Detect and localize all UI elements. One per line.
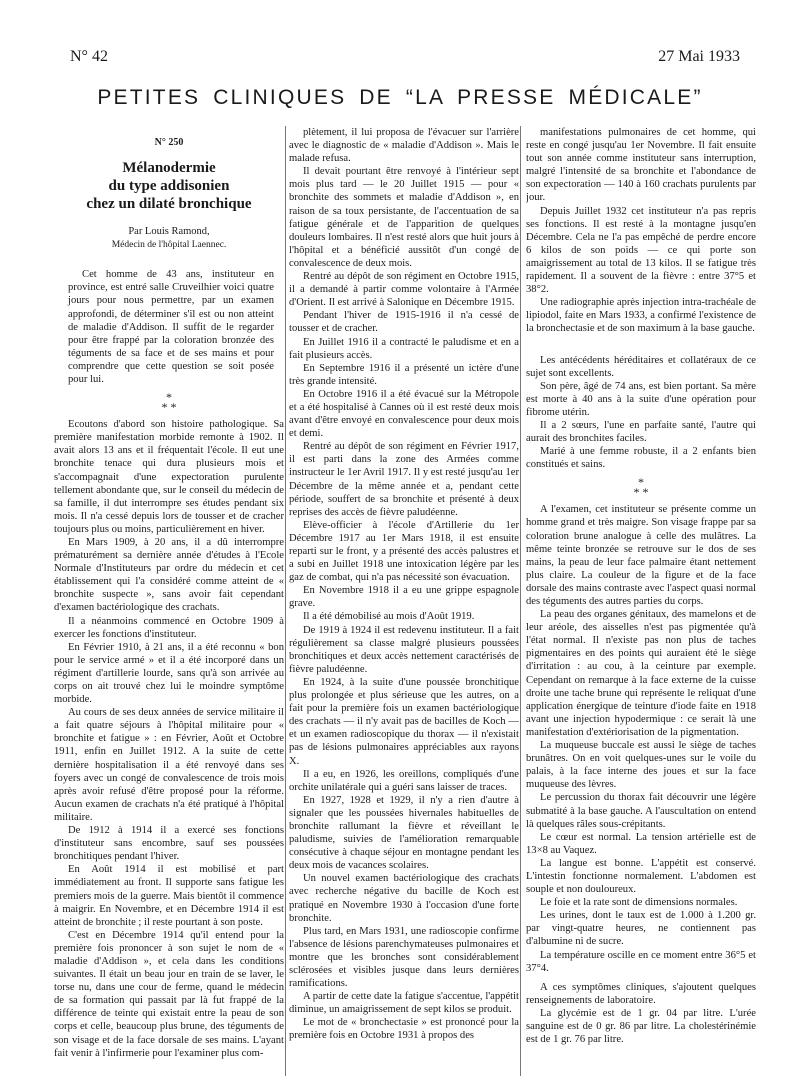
title-line: du type addisonien (108, 178, 230, 195)
page-header (70, 48, 740, 72)
paragraph: De 1919 à 1924 il est redevenu instituteur. Il a fait régulièrement sa classe malgré plusieurs poussées bronchitiques et deux accès nettement caractérisés de fièvre paludéenne. (289, 624, 519, 675)
paragraph: Plus tard, en Mars 1931, une radioscopie confirme l'absence de lésions parenchymateuses pulmonaires et montre que les bronches sont considérablement sclérosées et visibles jusque dans leurs dernières ramifications. (289, 925, 519, 990)
paragraph: En Novembre 1918 il a eu une grippe espagnole grave. (289, 585, 519, 610)
paragraph: A partir de cette date la fatigue s'accentue, l'appétit diminue, un amaigrissement de sept kilos se produit. (289, 991, 519, 1016)
column-1-body (54, 418, 284, 1060)
author: Par Louis Ramond, (128, 226, 210, 238)
masthead: PETITES CLINIQUES DE “LA PRESSE MÉDICALE” (97, 86, 703, 109)
paragraph: Depuis Juillet 1932 cet instituteur n'a pas repris ses fonctions. Il est resté à la montagne jusqu'en Décembre. Cela ne l'a pas empêché de perdre encore 6 kilos de son poids — ce qui porte son amaigrissement au total de 13 kilos. Il se fatigue très rapidement. Il a souvent de la fièvre : entre 37°5 et 38°2. (526, 205, 756, 296)
article-columns (54, 126, 754, 1076)
title-line: Mélanodermie (122, 160, 216, 177)
affiliation: Médecin de l'hôpital Laennec. (111, 240, 227, 251)
paragraph: Il a été démobilisé au mois d'Août 1919. (303, 611, 475, 623)
paragraph: En Septembre 1916 il a présenté un ictère d'une très grande intensité. (289, 362, 519, 387)
paragraph: En 1927, 1928 et 1929, il n'y a rien d'autre à signaler que les poussées hivernales habituelles de bronchite rallumant la fièvre et réveillant le paludisme, suivies de l'amélioration remarquable consécutive à chaque séjour en montagne pendant les deux mois de vacances scolaires. (289, 794, 519, 872)
paragraph: Le foie et la rate sont de dimensions normales. (540, 897, 738, 909)
paragraph: La température oscille en ce moment entre 36°5 et 37°4. (526, 949, 756, 974)
paragraph: Ecoutons d'abord son histoire pathologique. Sa première manifestation morbide remonte à 1902. Il avait alors 13 ans et il fréquentait l'école. Il eut une bronchite tenace qui dura plusieurs mois et s'accompagnait d'une expectoration purulente tellement abondante que, sur le conseil du médecin de sa famille, il dut interrompre ses études pendant six mois. Il n'a cessé depuis lors de tousser et de cracher toujours plus ou moins, particulièrement en hiver. (54, 419, 284, 535)
paragraph: Il a néanmoins commencé en Octobre 1909 à exercer les fonctions d'instituteur. (54, 615, 284, 640)
paragraph: La muqueuse buccale est aussi le siège de taches brunâtres. On en voit quelques-unes sur le voile du palais, à la face interne des joues et sur la face muqueuse des lèvres. (526, 740, 756, 791)
paragraph: En Octobre 1916 il a été évacué sur la Métropole et a été hospitalisé à Cannes où il est resté deux mois avant d'être envoyé en convalescence pour deux mois et demi. (289, 388, 519, 440)
paragraph: Un nouvel examen bactériologique des crachats avec recherche négative du bacille de Koch est pratiqué en Novembre 1930 à l'occasion d'une forte bronchite. (289, 873, 519, 924)
paragraph: En Août 1914 il est mobilisé et part immédiatement au front. Il supporte sans fatigue les premiers mois de la guerre. Mais bientôt il commence à maigrir. En Novembre, et en Décembre 1914 il est atteint de bronchite ; il reste pourtant à son poste. (54, 864, 284, 928)
section-separator: * * * (633, 475, 649, 500)
paragraph: manifestations pulmonaires de cet homme, qui reste en congé jusqu'au 1er Novembre. Il fait ensuite tout son année comme instituteur sans interruption, malgré l'intensité de sa bronchite et l'abondance de son expectoration — 140 à 160 crachats purulents par jour. (526, 127, 756, 204)
paragraph: Les urines, dont le taux est de 1.000 à 1.200 gr. par vingt-quatre heures, ne contiennent pas d'albumine ni de sucre. (526, 910, 756, 948)
title-line: chez un dilaté bronchique (86, 196, 252, 213)
paragraph: La langue est bonne. L'appétit est conservé. L'intestin fonctionne normalement. L'abdomen est souple et non douloureux. (526, 857, 756, 896)
column-3 (526, 126, 756, 1076)
paragraph: Le cœur est normal. La tension artérielle est de 13×8 au Vaquez. (526, 831, 756, 856)
paragraph: En 1924, à la suite d'une poussée bronchitique plus prolongée et plus sérieuse que les autres, on a fait pour la première fois un examen bactériologique des crachats — il n'y avait pas de bacilles de Koch — et un examen radioscopique du thorax — il n'existait pas de lésions pulmonaires appréciables aux rayons X. (289, 676, 519, 767)
paragraph: Il a 2 sœurs, l'une en parfaite santé, l'autre qui aurait des bronchites faciles. (526, 419, 756, 445)
section-separator: * * * (161, 390, 177, 415)
paragraph: A l'examen, cet instituteur se présente comme un homme grand et très maigre. Son visage frappe par sa coloration brune analogue à celle des mulâtres. La même teinte bronzée se retrouve sur le dos de ses mains, la peau de leur face palmaire étant nettement plus claire. La couleur de la figure et de la face dorsale des mains contraste avec l'aspect quasi normal des téguments des autres parties du corps. (526, 504, 756, 607)
column-rule (520, 126, 521, 1076)
paragraph: En Février 1910, à 21 ans, il a été reconnu « bon pour le service armé » et il a été incorporé dans un régiment d'artillerie lourde, sans qu'à son arrivée au corps on ait trouvé chez lui le moindre symptôme morbide. (54, 641, 284, 706)
issue-date: 27 Mai 1933 (658, 48, 740, 65)
paragraph: C'est en Décembre 1914 qu'il entend pour la première fois prononcer à son sujet le nom de « maladie d'Addison », et cela dans les conditions suivantes. Il était un beau jour en train de se laver, le torse nu, dans une cour de ferme, quand le médecin de sa formation qui passait par là fut frappé de la différence de teinte qui existait entre la peau de son corps et celle, beaucoup plus brune, des téguments de son visage et de la face dorsale de ses mains. L'ayant fait venir à l'infirmerie pour l'examiner plus com- (54, 929, 284, 1059)
paragraph: Rentré au dépôt de son régiment en Février 1917, il est parti dans la zone des Armées comme instructeur le 1er Avril 1917. Il y est resté jusqu'au 1er Décembre de la même année et a, pendant cette période, souffert de sa bronchite et présenté à deux reprises des accès de fièvre paludéenne. (289, 441, 519, 518)
paragraph: Son père, âgé de 74 ans, est bien portant. Sa mère est morte à 40 ans à la suite d'une opération pour fibrome utérin. (526, 380, 756, 418)
paragraph: En Juillet 1916 il a contracté le paludisme et en a fait plusieurs accès. (289, 336, 519, 361)
paragraph: En Mars 1909, à 20 ans, il a dû interrompre prématurément sa dernière année d'études à l'Ecole Normale d'Instituteurs par ordre du médecin et cet établissement qui l'a considéré comme atteint de « bronchite suspecte », sans avoir fait cependant d'examen bactériologique des crachats. (54, 536, 284, 614)
paragraph: La peau des organes génitaux, des mamelons et de leur aréole, des aisselles n'est pas pigmentée qu'à l'état normal. Il n'existe pas non plus de taches pigmentaires en des points qui auraient été le siège d'irritation : au cou, à la ceinture par exemple. Cependant on remarque à la face externe de la cuisse droite une tache brune qui représente le reliquat d'une application énergique de teinture d'iode faite en 1918 avant une injection hypodermique : ce serait là une manifestation d'extériorisation de la pigmentation. (526, 609, 756, 738)
paragraph: A ces symptômes cliniques, s'ajoutent quelques renseignements de laboratoire. (526, 981, 756, 1006)
column-rule (285, 126, 286, 1076)
paragraph: Pendant l'hiver de 1915-1916 il n'a cessé de tousser et de cracher. (289, 310, 519, 335)
column-2 (289, 126, 519, 1076)
paragraph: Marié à une femme robuste, il a 2 enfants bien constitués et sains. (526, 446, 756, 471)
paragraph: La glycémie est de 1 gr. 04 par litre. L'urée sanguine est de 0 gr. 86 par litre. La cholestérinémie est de 1 gr. 76 par litre. (526, 1007, 756, 1046)
article-number: N° 250 (154, 137, 184, 148)
paragraph: Le mot de « bronchectasie » est prononcé pour la première fois en Octobre 1931 à propos des (289, 1017, 519, 1042)
paragraph: Il a eu, en 1926, les oreillons, compliqués d'une orchite unilatérale qui a guéri sans laisser de traces. (289, 768, 519, 793)
paragraph: De 1912 à 1914 il a exercé ses fonctions d'instituteur sans encombre, sauf ses poussées bronchitiques pendant l'hiver. (54, 825, 284, 863)
section-separator (526, 342, 756, 348)
intro-paragraph: Cet homme de 43 ans, instituteur en province, est entré salle Cruveilhier voici quatre jours pour nous permettre, par un examen approfondi, de déterminer s'il est ou non atteint de maladie d'Addison. Il suffit de le regarder pour être frappé par la coloration bronzée des téguments de sa face et de ses mains et pour comprendre que cette question se soit posée pour lui. (68, 269, 274, 386)
paragraph: Il devait pourtant être renvoyé à l'intérieur sept mois plus tard — le 20 Juillet 1915 — pour « bronchite des sommets et maladie d'Addison », en raison de sa toux persistante, de l'accentuation de sa fatigue générale et de l'apparition de quelques douleurs lombaires. Il n'est resté alors que huit jours à l'hôpital et a bénéficié aussitôt d'un congé de convalescence de deux mois. (289, 166, 519, 269)
column-1 (54, 126, 284, 1076)
column-3-body (526, 126, 756, 1046)
paragraph: Une radiographie après injection intra-trachéale de lipiodol, faite en Mars 1933, a confirmé l'existence de la bronchectasie et de son maximum à la base gauche. (526, 297, 756, 335)
issue-number: N° 42 (70, 48, 108, 65)
article-title (54, 159, 284, 213)
paragraph: plètement, il lui proposa de l'évacuer sur l'arrière avec le diagnostic de « maladie d'Addison ». Mais le malade refusa. (289, 127, 519, 165)
paragraph: Les antécédents héréditaires et collatéraux de ce sujet sont excellents. (526, 354, 756, 379)
paragraph: Rentré au dépôt de son régiment en Octobre 1915, il a demandé à partir comme volontaire à l'Armée d'Orient. Il est arrivé à Salonique en Décembre 1915. (289, 271, 519, 309)
paragraph: Le percussion du thorax fait découvrir une légère submatité à la base gauche. A l'auscultation on entend là quelques râles sous-crépitants. (526, 792, 756, 830)
intro (54, 268, 284, 386)
column-2-body (289, 126, 519, 1043)
paragraph: Au cours de ses deux années de service militaire il a fait quatre séjours à l'hôpital militaire pour « bronchite et fatigue » : en Février, Août et Octobre 1911, enfin en Juillet 1912. A la suite de cette dernière hospitalisation il a été renvoyé dans ses foyers avec un congé de convalescence de trois mois après avoir refusé d'être proposé pour la réforme. Aucun examen de crachats n'a été pratiqué à l'hôpital militaire. (54, 707, 284, 823)
paragraph: Elève-officier à l'école d'Artillerie du 1er Décembre 1917 au 1er Mars 1918, il est ensuite reparti sur le front, y a présenté des accès palustres et a subi en Juillet 1918 une intoxication légère par les gaz de combat, qui n'a pas nécessité son évacuation. (289, 519, 519, 584)
